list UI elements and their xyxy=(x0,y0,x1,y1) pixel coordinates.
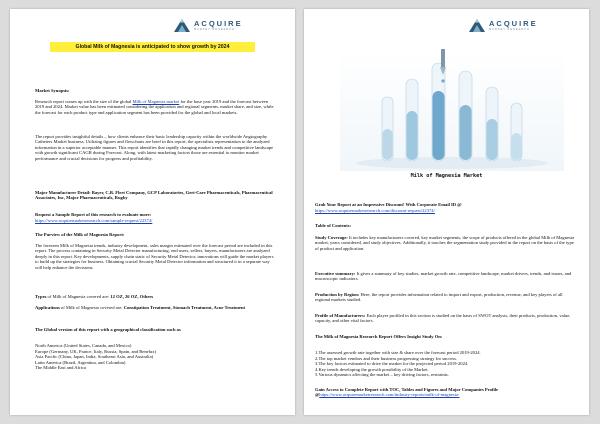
acquire-logo-icon xyxy=(173,18,191,33)
brand-tagline: MARKET RESEARCH xyxy=(194,27,235,31)
executive-summary-label: Executive summary: xyxy=(315,271,356,276)
applications-mid: of Milk of Magnesia covered are: xyxy=(59,305,124,310)
regions-heading: The Global version of this report with a geographical classification such as xyxy=(35,327,181,332)
list-item: 5.Various dynamics affecting the market – key driving factors, restraints. xyxy=(315,372,449,378)
sample-request-label: Request a Sample Report of this research to evaluate more: xyxy=(35,212,152,217)
manufacturer-profile-label: Profile of Manufacturers: xyxy=(315,313,366,318)
brand-name: ACQUIRE xyxy=(489,18,538,28)
study-coverage-body: It includes key manufacturers covered, key market segments, the scope of products offered in the global Milk of Magnesia market, years considered, and study objectives. Additionally, it touches the segmentation study provided in the report on the basis of the type of product and application. xyxy=(315,235,575,251)
discount-heading: Grab Your Report at an Impressive Discount! With Corporate Email ID @ xyxy=(315,202,462,207)
production-region-label: Production by Region: xyxy=(315,292,360,297)
list-item: North America (United States, Canada, and Mexico) xyxy=(35,343,132,348)
synopsis-heading: Market Synopsis: xyxy=(35,88,70,93)
types-line xyxy=(35,294,275,299)
list-item: Asia Pacific (China, Japan, India, Southeast Asia, and Australia) xyxy=(35,354,154,360)
purview-heading: The Purview of the Milk of Magnesia Report: xyxy=(35,232,125,237)
types-label: Types xyxy=(35,294,47,299)
brand-tagline: MARKET RESEARCH xyxy=(489,27,530,31)
test-tubes-illustration xyxy=(340,49,564,171)
hero-caption: Milk of Magnesia Market xyxy=(410,173,483,179)
list-item: 1.The assessed growth rate together with size & share over the forecast period 2019-2024. xyxy=(315,350,481,355)
regions-list xyxy=(35,343,275,371)
acquire-logo-icon xyxy=(468,18,486,33)
applications-label: Applications xyxy=(35,305,60,310)
brand-logo xyxy=(468,18,538,33)
document-page-2 xyxy=(304,9,589,415)
list-item: The Middle East and Africa xyxy=(35,365,87,371)
synopsis-paragraph-2: The report provides insightful details – how clients enhance their basic leadership capacity within the worldwide Angiography Catheters Market business. Utilizing figures and flowcharts are brief in this report, the specialists representation to the analyzed information in a superior acceptable manner. This report identifies that rapidly changing market trends and competitive landscape with growth significant CAGR during Forecast. Along, with latest marketing factors those are essential to monitor market performance and crucial decisions for progress and profitability. xyxy=(35,134,274,161)
types-mid: of Milk of Magnesia covered are: xyxy=(46,294,111,299)
sample-request-link[interactable]: https://www.acquiremarketresearch.com/sample-request/22374/ xyxy=(35,218,153,223)
applications-value: Constipation Treatment, Stomach Treatment, Acne Treatment xyxy=(123,305,246,310)
access-link[interactable]: https://www.acquiremarketresearch.com/industry-reports/milk-of-magnesia- xyxy=(319,392,460,398)
access-heading xyxy=(315,387,577,398)
executive-summary-paragraph xyxy=(315,271,577,282)
synopsis-text-a: Research report comes up with the size of the global xyxy=(35,99,133,104)
brand-name: ACQUIRE xyxy=(194,18,243,28)
list-item: Latin America (Brazil, Argentina, and Colombia) xyxy=(35,359,126,365)
list-item: Europe (Germany, UK, France, Italy, Russia, Spain, and Benelux) xyxy=(35,348,157,354)
insight-heading: The Milk of Magnesia Research Report Offers Insight Study On: xyxy=(315,334,443,339)
executive-summary-body: It gives a summary of key studies, market growth rate, competitive landscape, market drivers, trends, and issues, and macroscopic indicators. xyxy=(315,271,572,282)
list-item: 4.Key trends developing the growth possibility of the Market. xyxy=(315,366,429,372)
applications-line xyxy=(35,305,275,310)
synopsis-text-b: for the base year 2019 and the forecast between 2019 and 2024. Market value has been estimated considering the application and regional segments, market share, and size, while the forecast for each product type and application segment has been provided for the global and local markets. xyxy=(35,99,274,115)
manufacturer-profile-body: Each player profiled in this section is studied on the basis of SWOT analysis, their products, production, value, capacity, and other vital factors. xyxy=(315,313,571,324)
access-heading-text: Gain Access to Complete Report with TOC, Tables and Figures and Major Companies Profile @ xyxy=(315,387,499,398)
market-link[interactable]: Milk of Magnesia market xyxy=(132,99,180,104)
purview-paragraph: The foreseen Milk of Magnesia trends, industry development, sales margin estimated over the forecast period are included in this report. The process containing in Security Metal Detector manufacturing, end users, sellers, buyers, manufacturers are analyzed deeply in this report. Key developments, supply chain static of Security Metal Detector, innovations will guide the market players to build up the strategies for business. Obtaining crucial Security Metal Detector information and structured it in a separate way will help enhance the decisions. xyxy=(35,243,274,270)
discount-link[interactable]: https://www.acquiremarketresearch.com/discount-request/22374/ xyxy=(315,208,435,213)
types-value: 12 OZ, 26 OZ, Others xyxy=(110,294,154,299)
hero-image xyxy=(340,49,564,171)
study-coverage-paragraph xyxy=(315,235,577,251)
document-page-1 xyxy=(10,9,295,415)
insights-list xyxy=(315,350,577,378)
document-title: Global Milk of Magnesia is anticipated to show growth by 2024 xyxy=(50,42,255,52)
production-region-paragraph xyxy=(315,292,577,303)
manufacturers-text: Major Manufacturer Detail: Bayer, C.B. Fleet Company, GCP Laboratories, Geri-Care Pharmaceuticals, Pharmaceutical Associates, Inc, Major Pharmaceuticals, Rugby xyxy=(35,190,273,201)
list-item: 2.The top market vendors and their business progressing strategy for success. xyxy=(315,355,458,361)
toc-heading: Table of Contents: xyxy=(315,223,352,228)
list-item: 3.The key factors estimated to drive the market for the projected period 2019-2024. xyxy=(315,361,469,367)
manufacturer-profile-paragraph xyxy=(315,313,577,324)
study-coverage-label: Study Coverage: xyxy=(315,235,348,240)
brand-logo xyxy=(173,18,243,33)
production-region-body: Here, the report provides information related to import and export, production, revenue, and key players of all regional markets studied. xyxy=(315,292,563,303)
synopsis-paragraph-1 xyxy=(35,99,275,115)
